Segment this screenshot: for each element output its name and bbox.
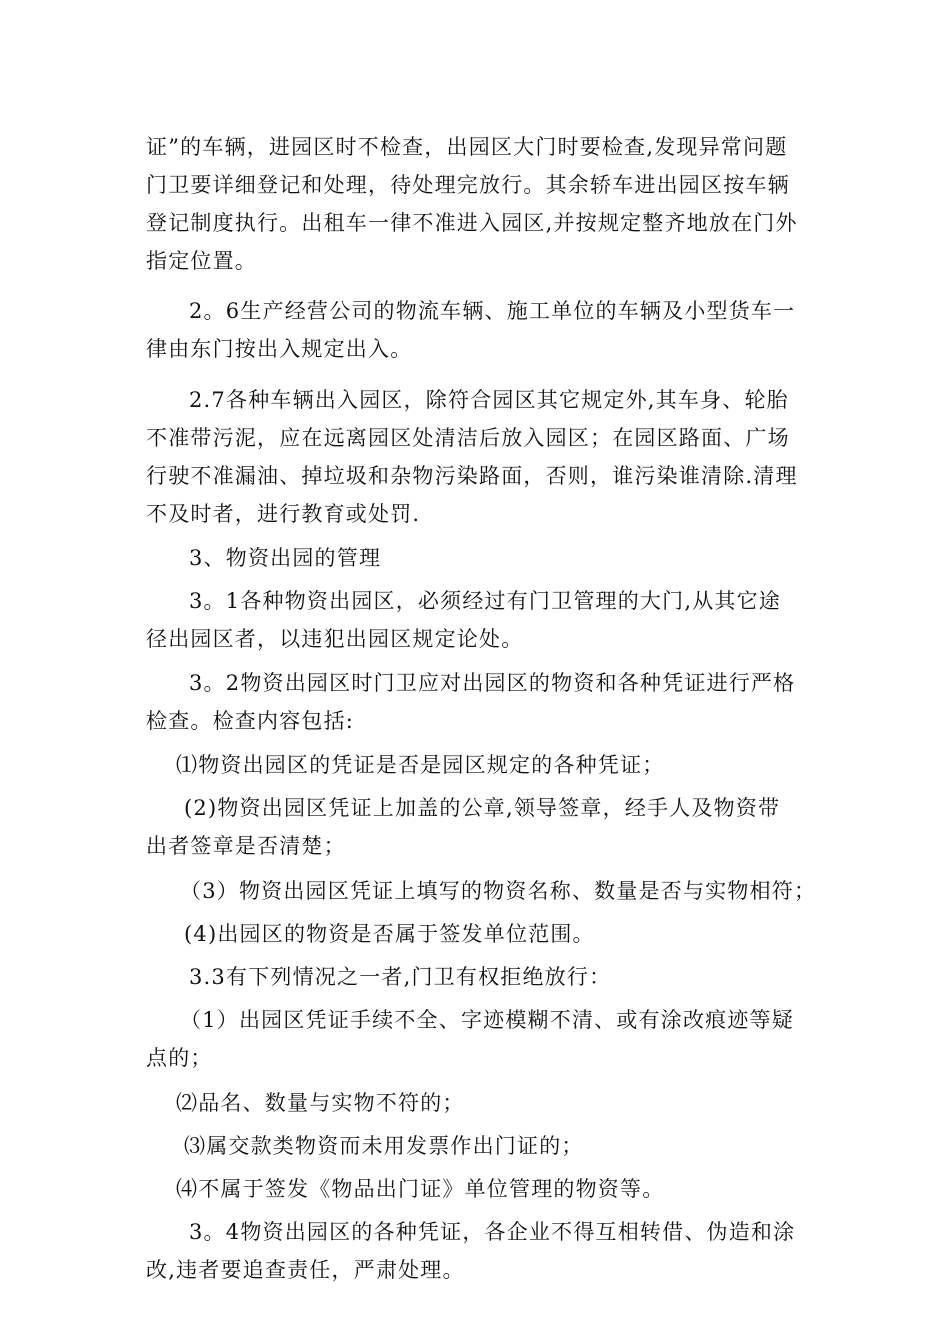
text-line: 不准带污泥，应在远离园区处清洁后放入园区；在园区路面、广场 xyxy=(146,426,790,450)
text-line: 3。1各种物资出园区，必须经过有门卫管理的大门,从其它途 xyxy=(189,589,781,613)
list-item: ⑴物资出园区的凭证是否是园区规定的各种凭证； xyxy=(176,753,665,777)
text-line: 点的； xyxy=(146,1046,213,1070)
text-line: 3.3有下列情况之一者,门卫有权拒绝放行： xyxy=(189,965,612,989)
section-heading: 3、物资出园的管理 xyxy=(189,546,382,570)
text-line: 不及时者，进行教育或处罚. xyxy=(146,502,421,526)
text-line: 门卫要详细登记和处理，待处理完放行。其余轿车进出园区按车辆 xyxy=(146,173,790,197)
list-item: (2)物资出园区凭证上加盖的公章,领导签章，经手人及物资带 xyxy=(184,796,781,820)
text-line: 登记制度执行。出租车一律不准进入园区,并按规定整齐地放在门外 xyxy=(146,211,798,235)
list-item: (4)出园区的物资是否属于签发单位范围。 xyxy=(184,922,595,946)
list-item: （3）物资出园区凭证上填写的物资名称、数量是否与实物相符； xyxy=(180,879,817,903)
text-line: 出者签章是否清楚； xyxy=(146,834,346,858)
list-item: （1）出园区凭证手续不全、字迹模糊不清、或有涂改痕迹等疑 xyxy=(180,1008,794,1032)
text-line: 径出园区者，以违犯出园区规定论处。 xyxy=(146,627,524,651)
text-line: 指定位置。 xyxy=(146,249,257,273)
text-line: 2。6生产经营公司的物流车辆、施工单位的车辆及小型货车一 xyxy=(189,299,796,323)
text-line: 证”的车辆，进园区时不检查，出园区大门时要检查,发现异常问题 xyxy=(146,135,788,159)
text-line: 检查。检查内容包括: xyxy=(146,709,355,733)
text-line: 3。4物资出园区的各种凭证，各企业不得互相转借、伪造和涂 xyxy=(189,1220,796,1244)
list-item: ⑶属交款类物资而未用发票作出门证的； xyxy=(184,1134,584,1158)
text-line: 3。2物资出园区时门卫应对出园区的物资和各种凭证进行严格 xyxy=(189,671,796,695)
text-line: 行驶不准漏油、掉垃圾和杂物污染路面，否则，谁污染谁清除.清理 xyxy=(146,464,798,488)
list-item: ⑵品名、数量与实物不符的； xyxy=(176,1091,465,1115)
text-line: 律由东门按出入规定出入。 xyxy=(146,337,413,361)
text-line: 改,违者要追查责任，严肃处理。 xyxy=(146,1258,465,1282)
list-item: ⑷不属于签发《物品出门证》单位管理的物资等。 xyxy=(176,1177,665,1201)
text-line: 2.7各种车辆出入园区，除符合园区其它规定外,其车身、轮胎 xyxy=(189,388,789,412)
